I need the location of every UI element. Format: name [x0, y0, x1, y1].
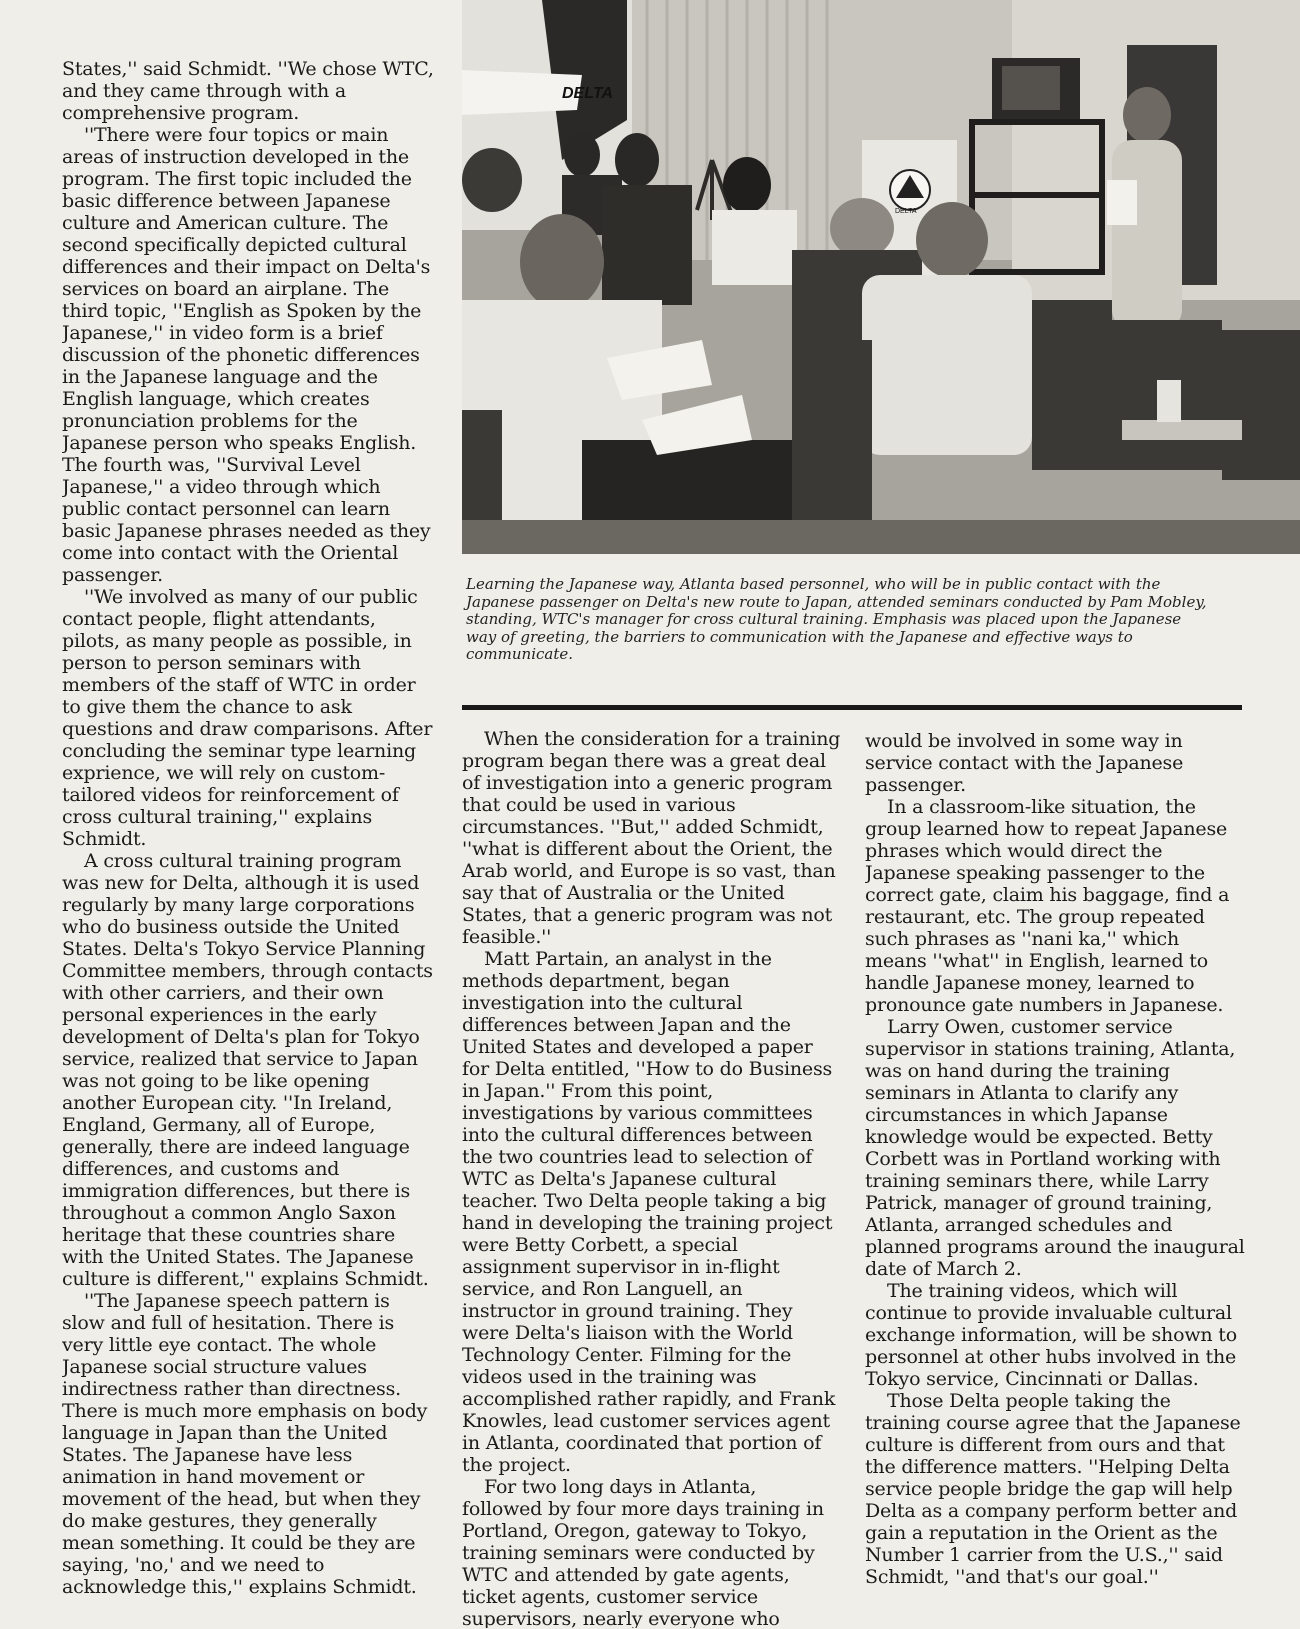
paragraph: A cross cultural training program was new for Delta, although it is used regularly by many large corporations who do business outside the United States. Delta's Tokyo Service Planning Committee members, through contacts with other carriers, and their own personal experiences in the early development of Delta's plan for Tokyo service, realized that service to Japan was not going to be like opening another European city. ''In Ireland, England, Germany, all of Europe, generally, there are indeed language differences, and customs and immigration differences, but there is throughout a common Anglo Saxon heritage that these countries share with the United States. The Japanese culture is different,'' explains Schmidt. [62, 850, 433, 1290]
paragraph: Those Delta people taking the training course agree that the Japanese culture is different from ours and that the difference matters. ''Helping Delta service people bridge the gap will help Delta as a company perform better and gain a reputation in the Orient as the Number 1 carrier from the U.S.,'' said Schmidt, ''and that's our goal.'' [865, 1390, 1241, 1588]
paragraph: ''There were four topics or main areas of instruction developed in the program. The first topic included the basic difference between Japanese culture and American culture. The second specifically depicted cultural differences and their impact on Delta's services on board an airplane. The third topic, ''English as Spoken by the Japanese,'' in video form is a brief discussion of the phonetic differences in the Japanese language and the English language, which creates pronunciation problems for the Japanese person who speaks English. The fourth was, ''Survival Level Japanese,'' a video through which public contact personnel can learn basic Japanese phrases needed as they come into contact with the Oriental passenger. [62, 124, 431, 586]
paragraph: would be involved in some way in service contact with the Japanese passenger. [865, 730, 1184, 796]
paragraph: ''The Japanese speech pattern is slow and full of hesitation. There is very little eye contact. The whole Japanese social structure values indirectness rather than directness. There is much more emphasis on body language in Japan than the United States. The Japanese have less animation in hand movement or movement of the head, but when they do make gestures, they generally mean something. It could be they are saying, 'no,' and we need to acknowledge this,'' explains Schmidt. [62, 1290, 428, 1598]
article-column-left [62, 58, 434, 1628]
paragraph: In a classroom-like situation, the group learned how to repeat Japanese phrases which would direct the Japanese speaking passenger to the correct gate, claim his baggage, find a restaurant, etc. The group repeated such phrases as ''nani ka,'' which means ''what'' in English, learned to handle Japanese money, learned to pronounce gate numbers in Japanese. [865, 796, 1230, 1016]
section-divider [462, 705, 1242, 710]
seminar-photo [462, 0, 1300, 554]
podium-logo: DELTA [895, 208, 917, 215]
paragraph: For two long days in Atlanta, followed by four more days training in Portland, Oregon, gateway to Tokyo, training seminars were conducted by WTC and attended by gate agents, ticket agents, customer service supervisors, nearly everyone who [462, 1476, 824, 1628]
seminar-photo-illustration [462, 0, 1300, 554]
paragraph: The training videos, which will continue to provide invaluable cultural exchange information, will be shown to personnel at other hubs involved in the Tokyo service, Cincinnati or Dallas. [865, 1280, 1237, 1390]
article-column-right [865, 730, 1245, 1628]
plane-logo: DELTA [562, 85, 613, 102]
paragraph: States,'' said Schmidt. ''We chose WTC, and they came through with a comprehensive program. [62, 58, 434, 124]
photo-caption [466, 576, 1216, 664]
paragraph: Larry Owen, customer service supervisor in stations training, Atlanta, was on hand during the training seminars in Atlanta to clarify any circumstances in which Japanse knowledge would be expected. Betty Corbett was in Portland working with training seminars there, while Larry Patrick, manager of ground training, Atlanta, arranged schedules and planned programs around the inaugural date of March 2. [865, 1016, 1245, 1280]
paragraph: When the consideration for a training program began there was a great deal of investigation into a generic program that could be used in various circumstances. ''But,'' added Schmidt, ''what is different about the Orient, the Arab world, and Europe is so vast, than say that of Australia or the United States, that a generic program was not feasible.'' [462, 728, 841, 948]
caption-text: Learning the Japanese way, Atlanta based personnel, who will be in public contact with the Japanese passenger on Delta's new route to Japan, attended seminars conducted by Pam Mobley, standing, WTC's manager for cross cultural training. Emphasis was placed upon the Japanese way of greeting, the barriers to communication with the Japanese and effective ways to communicate. [466, 575, 1207, 663]
paragraph: Matt Partain, an analyst in the methods department, began investigation into the cultural differences between Japan and the United States and developed a paper for Delta entitled, ''How to do Business in Japan.'' From this point, investigations by various committees into the cultural differences between the two countries lead to selection of WTC as Delta's Japanese cultural teacher. Two Delta people taking a big hand in developing the training project were Betty Corbett, a special assignment supervisor in in-flight service, and Ron Languell, an instructor in ground training. They were Delta's liaison with the World Technology Center. Filming for the videos used in the training was accomplished rather rapidly, and Frank Knowles, lead customer services agent in Atlanta, coordinated that portion of the project. [462, 948, 836, 1476]
paragraph: ''We involved as many of our public contact people, flight attendants, pilots, as many people as possible, in person to person seminars with members of the staff of WTC in order to give them the chance to ask questions and draw comparisons. After concluding the seminar type learning exprience, we will rely on custom-tailored videos for reinforcement of cross cultural training,'' explains Schmidt. [62, 586, 433, 850]
article-column-middle [462, 728, 842, 1628]
